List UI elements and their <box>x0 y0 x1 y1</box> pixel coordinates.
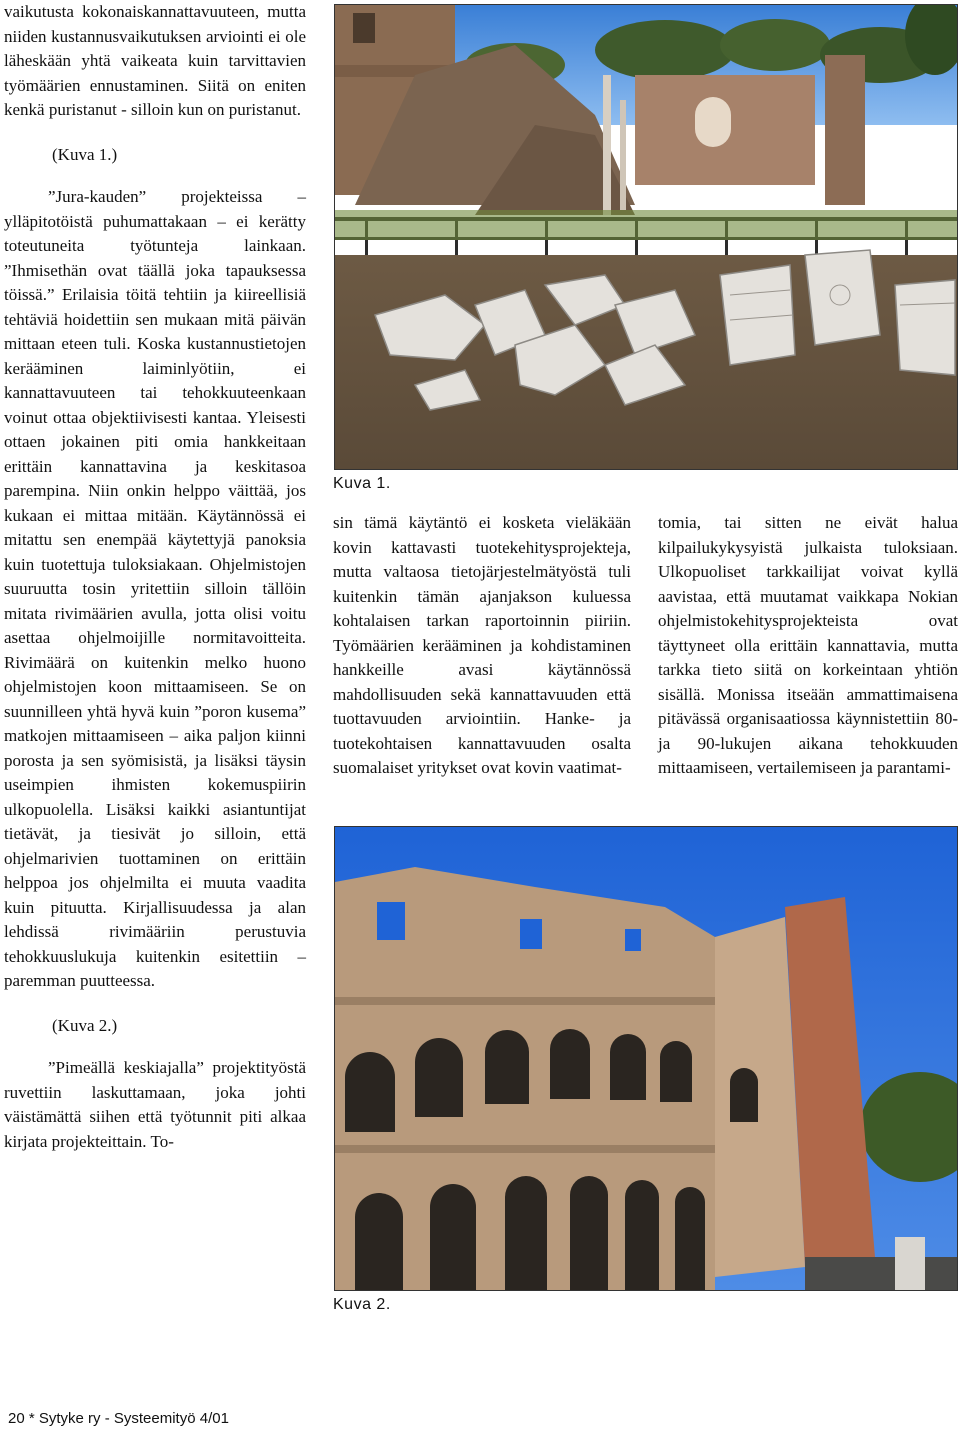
left-text-column <box>4 0 306 1154</box>
figure-caption: Kuva 1. <box>333 475 391 492</box>
figure-caption: Kuva 2. <box>333 1296 391 1313</box>
body-paragraph: sin tämä käytäntö ei kosketa vieläkään kovin kattavasti tuotekehitysprojekteja, mutta valtaosa tietojärjestelmätyöstä tuli kuitenkin tämän ajanjakson kuluessa kohtalaisen tarkan raportoinnin piiriin. Työmäärien kerääminen ja kohdistaminen hankkeille avasi käytännössä mahdollisuuden sekä kannattavuuden että tuottavuuden arviointiin. Hanke- ja tuotekohtaisen kannattavuuden osalta suomalaiset yritykset ovat kovin vaatimat- <box>333 513 631 777</box>
body-paragraph: vaikutusta kokonaiskannattavuuteen, mutta niiden kustannusvaikutuksen arviointi ei ole läheskään yhtä vaikeata kuin tarvittavien työmäärien ennustaminen. Siitä on eniten kenkä puristanut - silloin kun on puristanut. <box>4 2 306 119</box>
figure-reference: (Kuva 1.) <box>52 144 118 164</box>
colosseum-photo <box>334 826 958 1291</box>
body-paragraph: ”Jura-kauden” projekteissa – ylläpitotöistä puhumattakaan – ei kerätty toteutuneita työtunteja lainkaan. ”Ihmisethän ovat täällä joka tapauksessa töissä.” Erilaisia töitä tehtiin ja kiireellisiä tehtäviä hoidettiin sen mukaan mitä päivän mittaan eteen tuli. Koska kustannustietojen kerääminen laiminlyötiin, ei kannattavuuteen tai tehokkuuteenkaan voinut ottaa objektiivisesti kantaa. Yleisesti ottaen jokainen piti omia hankkeitaan erittäin kannattavina ja keskitasoa parempina. Niin onkin helppo väittää, jos kukaan ei mittaa mitään. Käytännössä ei mitattu sen enempää käytettyjä panoksia kuin tuotettuja tuloksiakaan. Ohjelmistojen suuruutta tosin yritettiin silloin tällöin mitata rivimäärien avulla, jotta olisi voitu asettaa ohjelmoijille normitavoitteita. Rivimäärä on kuitenkin melko huono ohjelmistojen koon mittaamiseen. Se on suunnilleen yhtä hyvä kuin ”poron kusema” matkojen mittaamiseen – aika paljon kiinni porosta ja sen syömisistä, ja lisäksi täysin useimpien ihmisten kokemuspiirin ulkopuolella. Lisäksi kaikki asiantuntijat tietävät, ja tiesivät jo silloin, että ohjelmarivien tuottaminen on erittäin helppoa jos ohjelmilta ei muuta vaadita kuin pituutta. Kirjallisuudessa ja alan lehdissä rivimääriin perustuvia tehokkuuslukuja kuitenkin esitettiin – paremman puutteessa. <box>4 187 306 990</box>
figure-reference: (Kuva 2.) <box>52 1015 118 1035</box>
page-footer: 20 * Sytyke ry - Systeemityö 4/01 <box>8 1410 229 1427</box>
right-text-column <box>658 511 958 781</box>
body-paragraph: tomia, tai sitten ne eivät halua kilpailukykysyistä julkaista tuloksiaan. Ulkopuoliset tarkkailijat voivat kyllä aavistaa, että muutamat vaikkapa Nokian ohjelmistokehitysprojekteista ovat täyttyneet olla erittäin kannattavia, mutta tarkka tieto siitä on korkeintaan yhtiön sisällä. Monissa itseään ammattimaisena pitävässä organisaatiossa käynnistettiin 80- ja 90-lukujen aikana tehokkuuden mittaamiseen, vertailemiseen ja parantami- <box>658 513 958 777</box>
forum-ruins-photo <box>334 4 958 470</box>
body-paragraph: ”Pimeällä keskiajalla” projektityöstä ruvettiin laskuttamaan, joka johti väistämättä siihen että työtunnit piti alkaa kirjata projekteittain. To- <box>4 1058 306 1151</box>
middle-text-column <box>333 511 631 781</box>
